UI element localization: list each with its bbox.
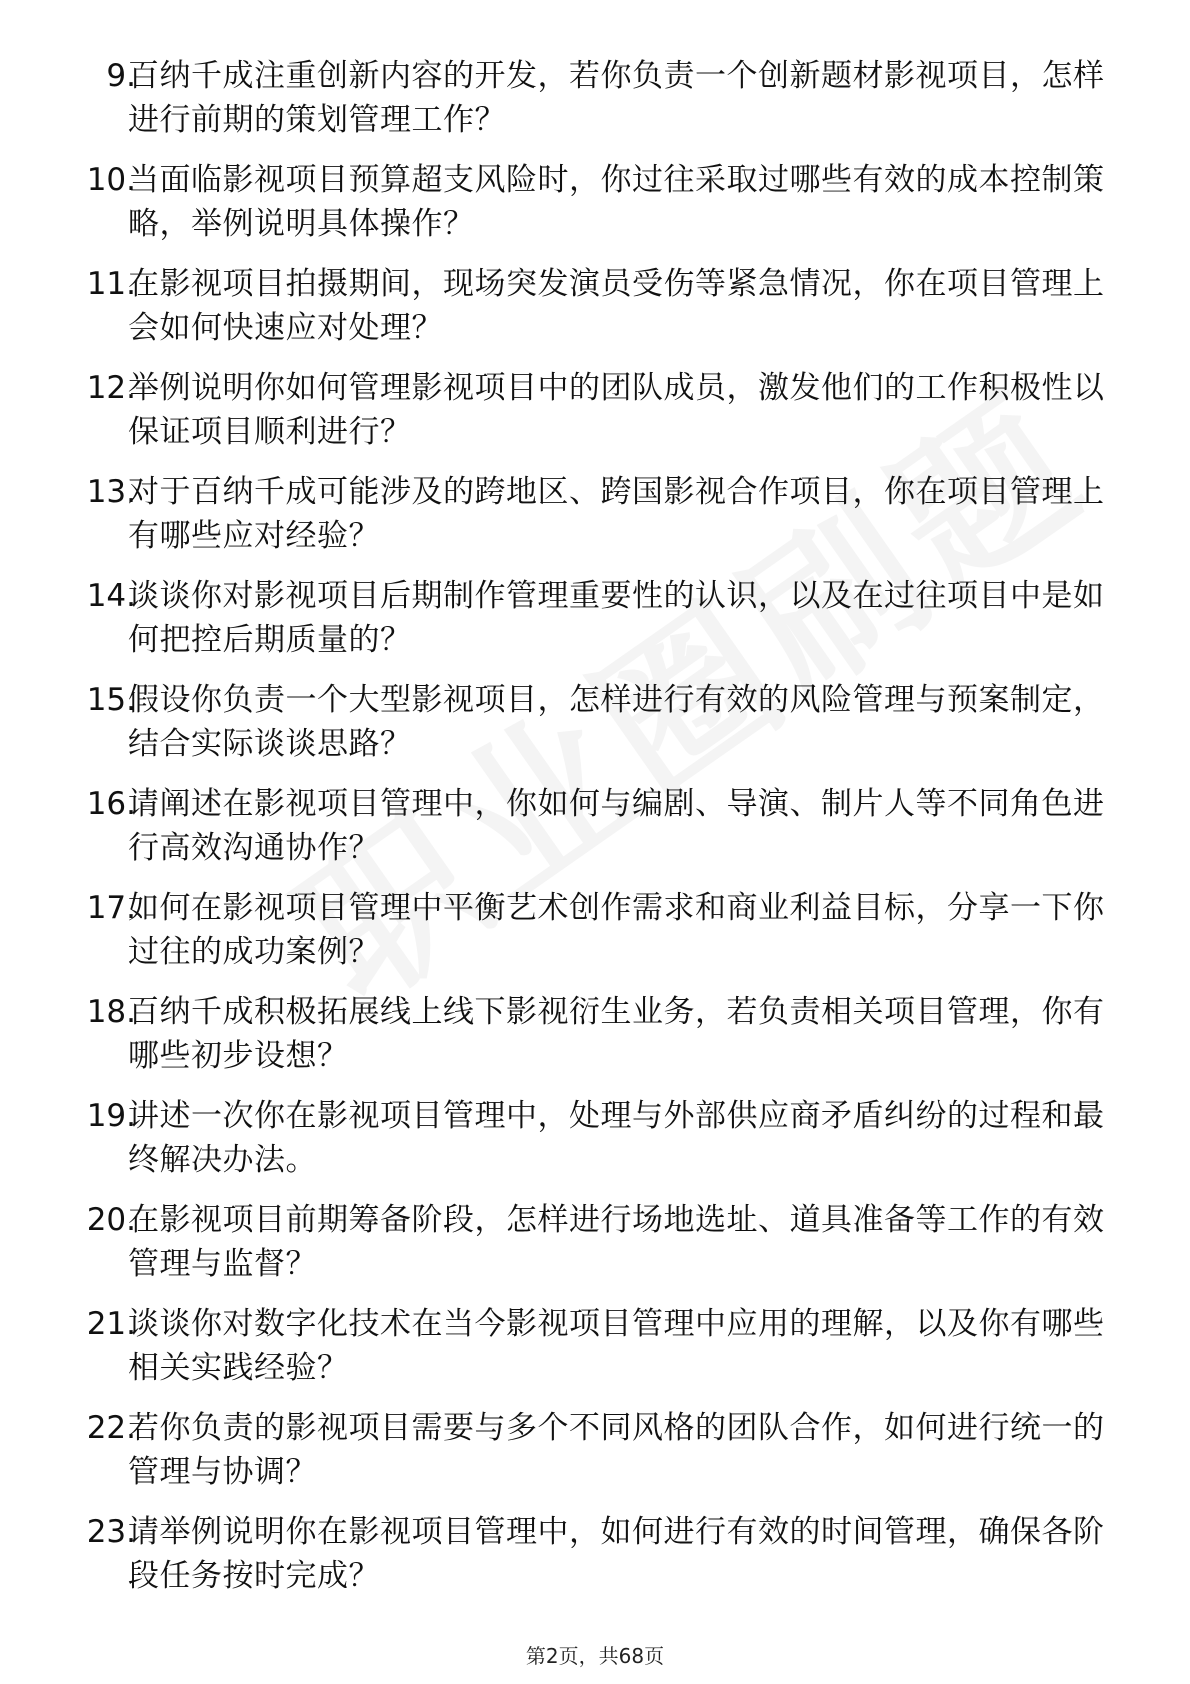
question-number: 18. <box>86 994 136 1030</box>
question-item <box>0 1506 1190 1610</box>
page-footer <box>0 1640 1190 1669</box>
question-text: 若你负责的影视项目需要与多个不同风格的团队合作，如何进行统一的管理与协调？ <box>128 1410 1105 1490</box>
question-text: 百纳千成积极拓展线上线下影视衍生业务，若负责相关项目管理，你有哪些初步设想？ <box>128 994 1105 1074</box>
question-number: 17. <box>86 890 136 926</box>
question-text: 请阐述在影视项目管理中，你如何与编剧、导演、制片人等不同角色进行高效沟通协作？ <box>128 786 1105 866</box>
question-number: 9. <box>106 58 136 94</box>
question-item <box>0 258 1190 362</box>
question-number: 20. <box>86 1202 136 1238</box>
question-text: 如何在影视项目管理中平衡艺术创作需求和商业利益目标，分享一下你过往的成功案例？ <box>128 890 1105 970</box>
question-item <box>0 570 1190 674</box>
question-number: 12. <box>86 370 136 406</box>
question-number: 14. <box>86 578 136 614</box>
question-item <box>0 1298 1190 1402</box>
question-list <box>0 50 1190 1610</box>
question-item <box>0 466 1190 570</box>
question-item <box>0 986 1190 1090</box>
question-item <box>0 50 1190 154</box>
question-text: 讲述一次你在影视项目管理中，处理与外部供应商矛盾纠纷的过程和最终解决办法。 <box>128 1098 1105 1178</box>
question-text: 百纳千成注重创新内容的开发，若你负责一个创新题材影视项目，怎样进行前期的策划管理工作？ <box>128 58 1105 138</box>
question-text: 谈谈你对数字化技术在当今影视项目管理中应用的理解，以及你有哪些相关实践经验？ <box>128 1306 1105 1386</box>
question-number: 13. <box>86 474 136 510</box>
question-number: 11. <box>86 266 136 302</box>
question-text: 在影视项目拍摄期间，现场突发演员受伤等紧急情况，你在项目管理上会如何快速应对处理？ <box>128 266 1105 346</box>
question-number: 15. <box>86 682 136 718</box>
question-number: 19. <box>86 1098 136 1134</box>
question-item <box>0 362 1190 466</box>
question-number: 10. <box>86 162 136 198</box>
question-text: 举例说明你如何管理影视项目中的团队成员，激发他们的工作积极性以保证项目顺利进行？ <box>128 370 1105 450</box>
question-text: 请举例说明你在影视项目管理中，如何进行有效的时间管理，确保各阶段任务按时完成？ <box>128 1514 1105 1594</box>
question-item <box>0 1090 1190 1194</box>
page-number-label: 第2页，共68页 <box>525 1644 665 1668</box>
question-text: 对于百纳千成可能涉及的跨地区、跨国影视合作项目，你在项目管理上有哪些应对经验？ <box>128 474 1105 554</box>
question-text: 假设你负责一个大型影视项目，怎样进行有效的风险管理与预案制定，结合实际谈谈思路？ <box>128 682 1105 762</box>
question-item <box>0 1402 1190 1506</box>
question-text: 在影视项目前期筹备阶段，怎样进行场地选址、道具准备等工作的有效管理与监督？ <box>128 1202 1105 1282</box>
question-item <box>0 154 1190 258</box>
question-number: 21. <box>86 1306 136 1342</box>
question-text: 谈谈你对影视项目后期制作管理重要性的认识，以及在过往项目中是如何把控后期质量的？ <box>128 578 1105 658</box>
question-number: 16. <box>86 786 136 822</box>
question-item <box>0 674 1190 778</box>
question-item <box>0 1194 1190 1298</box>
question-item <box>0 778 1190 882</box>
question-number: 23. <box>86 1514 136 1550</box>
question-item <box>0 882 1190 986</box>
question-text: 当面临影视项目预算超支风险时，你过往采取过哪些有效的成本控制策略，举例说明具体操作？ <box>128 162 1105 242</box>
question-number: 22. <box>86 1410 136 1446</box>
